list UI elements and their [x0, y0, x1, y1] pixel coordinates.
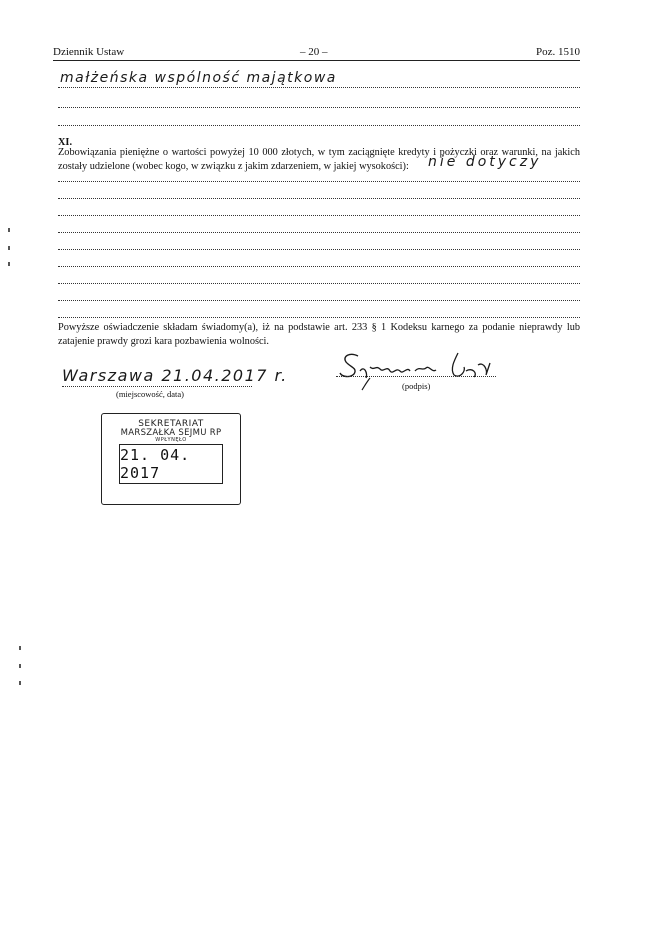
section-text: Zobowiązania pieniężne o wartości powyżej 10 000 złotych, w tym zaciągnięte kredyty i pożyczki oraz warunki, na jakich zostały udzielone (wobec kogo, w związku z jakim zdarzeniem, w jakiej wysokości):: [58, 147, 580, 172]
dotted-line: [62, 386, 252, 387]
place-date-caption: (miejscowość, data): [116, 389, 184, 399]
receipt-stamp: [101, 413, 241, 505]
scan-speck: [19, 681, 21, 685]
scan-speck: [19, 664, 21, 668]
scan-speck: [19, 646, 21, 650]
dotted-line: [58, 125, 580, 126]
header-rule: [53, 60, 580, 61]
stamp-line-marshal: MARSZAŁKA SEJMU RP: [120, 428, 222, 438]
dotted-line: [58, 300, 580, 301]
scan-speck: [8, 246, 10, 250]
dotted-line: [58, 215, 580, 216]
handwritten-place-date: Warszawa 21.04.2017 r.: [62, 366, 288, 385]
dotted-line: [58, 266, 580, 267]
page-number: – 20 –: [300, 46, 328, 58]
dotted-line: [58, 87, 580, 88]
declaration-text: Powyższe oświadczenie składam świadomy(a), iż na podstawie art. 233 § 1 Kodeksu karnego za podanie nieprawdy lub zatajenie prawdy grozi kara pozbawienia wolności.: [58, 322, 580, 347]
dotted-line: [336, 376, 496, 377]
section-number: XI.: [58, 137, 73, 148]
dotted-line: [58, 181, 580, 182]
dotted-line: [58, 198, 580, 199]
handwritten-property-regime: małżeńska wspólność majątkowa: [60, 70, 337, 86]
scan-speck: [8, 228, 10, 232]
scan-speck: [8, 262, 10, 266]
journal-title: Dziennik Ustaw: [53, 46, 125, 58]
position-number: Poz. 1510: [536, 46, 580, 58]
dotted-line: [58, 249, 580, 250]
dotted-line: [58, 317, 580, 318]
dotted-line: [58, 283, 580, 284]
dotted-line: [58, 232, 580, 233]
stamp-line-received: WPŁYNĘŁO: [155, 437, 187, 443]
signature-caption: (podpis): [402, 381, 431, 391]
dotted-line: [58, 107, 580, 108]
stamp-date: 21. 04. 2017: [119, 444, 223, 484]
stamp-line-secretariat: SEKRETARIAT: [138, 419, 204, 429]
handwritten-not-applicable: nie dotyczy: [428, 154, 542, 170]
